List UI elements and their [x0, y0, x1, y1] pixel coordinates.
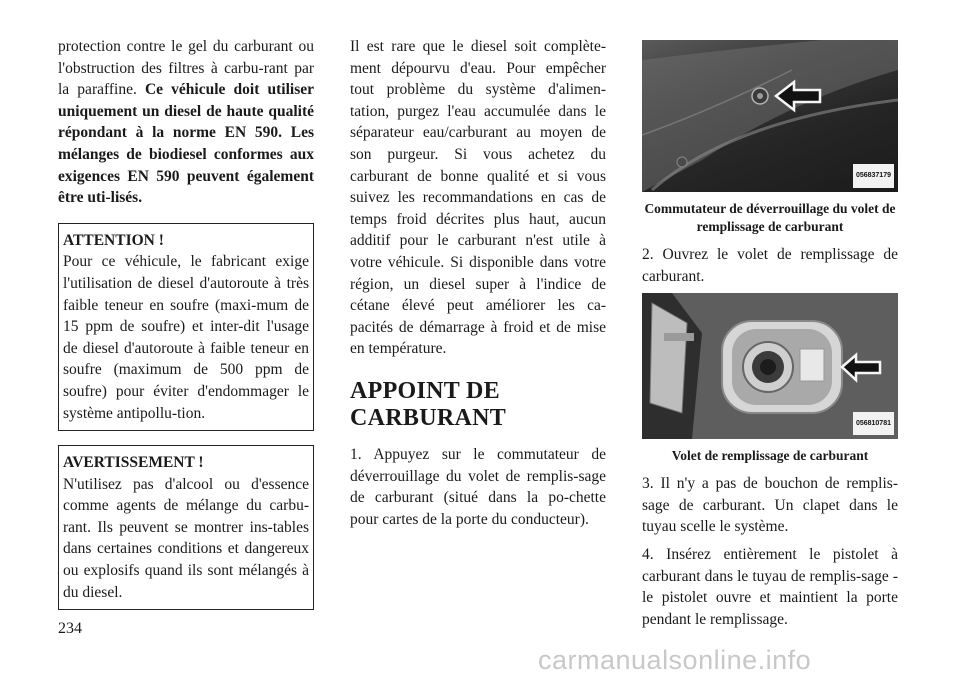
figure1-caption: Commutateur de déverrouillage du volet de remplissage de carburant	[644, 201, 896, 234]
warning-body: N'utilisez pas d'alcool ou d'essence comme agents de mélange du carbu-rant. Ils peuvent se montrer ins-tables dans certaines conditions et dangereux ou explosifs quand ils sont mélangés à du diesel.	[63, 475, 309, 601]
watermark: carmanualsonline.info	[538, 645, 812, 675]
step-1: 1. Appuyez sur le commutateur de déverrouillage du volet de remplis-sage de carburant (situé dans la po-chette pour cartes de la porte du conducteur).	[350, 445, 606, 528]
step-3: 3. Il n'y a pas de bouchon de remplis-sage de carburant. Un clapet dans le tuyau scelle le système.	[642, 475, 898, 536]
figure2-caption: Volet de remplissage de carburant	[671, 448, 869, 464]
figure1-id: 056837179	[853, 164, 894, 188]
right-column	[642, 36, 898, 630]
intro-text: protection contre le gel du carburant ou l'obstruction des filtres à carbu-rant par la paraffine.	[58, 38, 314, 99]
section-heading: APPOINT DE CARBURANT	[350, 377, 507, 431]
warning-title: AVERTISSEMENT !	[63, 454, 204, 472]
step-2: 2. Ouvrez le volet de remplissage de carburant.	[642, 246, 898, 285]
release-switch-photo	[642, 40, 898, 192]
intro-paragraph	[58, 36, 314, 209]
left-column	[58, 36, 314, 610]
figure2-id: 056810781	[853, 412, 894, 436]
fuel-door-photo	[642, 293, 898, 439]
attention-box	[58, 223, 314, 431]
water-paragraph: Il est rare que le diesel soit complète-ment dépourvu d'eau. Pour empêcher tout problème du système d'alimen-tation, purgez l'eau accumulée dans le séparateur eau/carburant au moyen de son purgeur. Si vous achetez du carburant de bonne qualité et si vous suivez les recommandations en cas de temps froid décrites plus haut, aucun additif pour le carburant n'est utile à votre véhicule. Si disponible dans votre région, un diesel super à l'indice de cétane élevé peut améliorer les ca-pacités de démarrage à froid et de mise en température.	[350, 38, 606, 358]
attention-body: Pour ce véhicule, le fabricant exige l'utilisation de diesel d'autoroute à très faible teneur en soufre (maxi-mum de 15 ppm de soufre) et inter-dit l'usage de diesel d'autoroute à faible teneur en soufre (maximum de 500 ppm de soufre) pour éviter d'endommager le système antipollu-tion.	[63, 253, 309, 422]
warning-box	[58, 445, 314, 610]
middle-column	[350, 36, 606, 530]
attention-title: ATTENTION !	[63, 231, 164, 249]
page-number: 234	[58, 620, 82, 637]
intro-bold-text: Ce véhicule doit utiliser uniquement un diesel de haute qualité répondant à la norme EN 590. Les mélanges de biodiesel conformes aux exigences EN 590 peuvent également être uti-lisés.	[58, 81, 314, 207]
step-4: 4. Insérez entièrement le pistolet à carburant dans le tuyau de remplis-sage - le pistolet ouvre et maintient la porte pendant le remplissage.	[642, 545, 898, 628]
